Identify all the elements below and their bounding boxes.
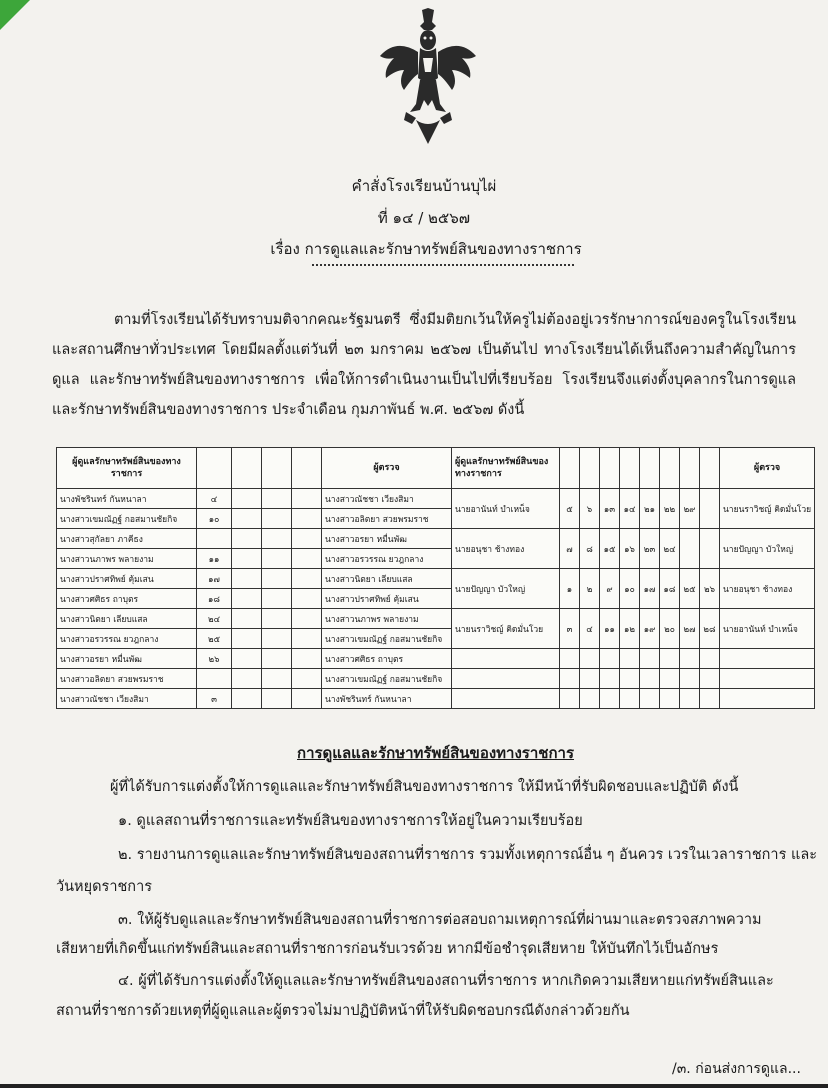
table-row [57, 609, 815, 629]
table-cell: ๒๕ [680, 569, 700, 609]
duty-item-4-cont: สถานที่ราชการด้วยเหตุที่ผู้ดูแลและผู้ตรวจไม่มาปฏิบัติหน้าที่ให้รับผิดชอบกรณีดังกล่าวด้วยกัน [56, 1003, 630, 1019]
duty-item-3: ๓. ให้ผู้รับดูแลและรักษาทรัพย์สินของสถานที่ราชการต่อสอบถามเหตุการณ์ที่ผ่านมาและตรวจสภาพความ [118, 912, 762, 928]
table-cell: นายอานันท์ บำเหน็จ [720, 609, 815, 649]
table-cell: นางสาวศศิธร ถาบุตร [57, 589, 197, 609]
table-cell: ๒๖ [197, 649, 232, 669]
table-cell: นางพัชรินทร์ กันหนาลา [57, 489, 197, 509]
table-cell: นายนราวิชญ์ คิดมั่นโวย [720, 489, 815, 529]
order-number: ที่ ๑๔ / ๒๕๖๗ [377, 209, 471, 227]
table-row [57, 569, 815, 589]
dotted-divider [312, 264, 574, 266]
table-cell: ๑๔ [620, 489, 640, 529]
table-cell: นางสาวณัชชา เวียงสิมา [57, 689, 197, 709]
table-cell: นางสาวณัชชา เวียงสิมา [322, 489, 452, 509]
header-inspector: ผู้ตรวจ [322, 448, 452, 489]
table-cell: ๒๓ [640, 529, 660, 569]
table-cell: นายอนุชา ช้างทอง [452, 529, 560, 569]
table-cell: ๒๒ [660, 489, 680, 529]
table-cell: นายนราวิชญ์ คิดมั่นโวย [452, 609, 560, 649]
table-cell: ๑๘ [197, 589, 232, 609]
table-cell: นางสาวปราศทิพย์ คุ้มเสน [322, 589, 452, 609]
table-cell: ๒๐ [660, 609, 680, 649]
duty-item-2: ๒. รายงานการดูแลและรักษาทรัพย์สินของสถานที่ราชการ รวมทั้งเหตุการณ์อื่น ๆ อันควร เวรในเวลาราชการ และ [118, 847, 817, 863]
table-cell: นางสาวนิตยา เลียบแสล [57, 609, 197, 629]
table-cell: ๒๗ [680, 609, 700, 649]
duty-item-2-cont: วันหยุดราชการ [56, 879, 153, 895]
table-cell: นางสาวอรยา หมื่นพัฒ [57, 649, 197, 669]
header-inspector-2: ผู้ตรวจ [720, 448, 815, 489]
table-cell: นางสาวนภาพร พลายงาม [57, 549, 197, 569]
table-cell: ๒๔ [197, 609, 232, 629]
duty-item-1: ๑. ดูแลสถานที่ราชการและทรัพย์สินของทางราชการให้อยู่ในความเรียบร้อย [118, 813, 583, 829]
table-cell: นายปัญญา บัวใหญ่ [720, 529, 815, 569]
table-cell [680, 529, 700, 569]
table-cell: นางพัชรินทร์ กันหนาลา [322, 689, 452, 709]
table-cell: นายอนุชา ช้างทอง [720, 569, 815, 609]
table-cell: นางสาวเขมณัฏฐ์ กอสมานชัยกิจ [322, 669, 452, 689]
table-cell: ๗ [560, 529, 580, 569]
table-cell: ๔ [580, 609, 600, 649]
table-cell: นางสาวปราศทิพย์ คุ้มเสน [57, 569, 197, 589]
table-cell: นายอานันท์ บำเหน็จ [452, 489, 560, 529]
table-cell: ๑๘ [660, 569, 680, 609]
table-cell: ๑๖ [620, 529, 640, 569]
table-cell [197, 529, 232, 549]
header-caretaker: ผู้ดูแลรักษาทรัพย์สินของทางราชการ [57, 448, 197, 489]
table-row [57, 489, 815, 509]
table-cell: ๒๔ [660, 529, 680, 569]
table-cell: ๑๕ [600, 529, 620, 569]
table-row [57, 649, 815, 669]
table-cell [700, 489, 720, 529]
page-continuation: /๓. ก่อนส่งการดูแล... [672, 1061, 801, 1077]
table-cell: นางสาวเขมณัฏฐ์ กอสมานชัยกิจ [57, 509, 197, 529]
table-cell: ๙ [600, 569, 620, 609]
table-cell: ๑๑ [197, 549, 232, 569]
table-cell: ๑๑ [600, 609, 620, 649]
duty-item-4: ๔. ผู้ที่ได้รับการแต่งตั้งให้ดูแลและรักษาทรัพย์สินของสถานที่ราชการ หากเกิดความเสียหายแก่ทรัพย์สินและ [118, 973, 774, 989]
duty-roster-table [56, 447, 815, 709]
table-cell: ๑๗ [640, 569, 660, 609]
duties-lead: ผู้ที่ได้รับการแต่งตั้งให้การดูแลและรักษาทรัพย์สินของทางราชการ ให้มีหน้าที่รับผิดชอบและปฏิบัติ ดังนี้ [110, 779, 739, 795]
table-cell: นางสาวอลิตยา สวยพรมราช [322, 509, 452, 529]
duties-title: การดูแลและรักษาทรัพย์สินของทางราชการ [297, 744, 575, 762]
order-title: คำสั่งโรงเรียนบ้านบุไผ่ [351, 177, 497, 195]
table-cell: ๒ [580, 569, 600, 609]
table-cell: นายปัญญา บัวใหญ่ [452, 569, 560, 609]
table-row [57, 669, 815, 689]
table-cell: นางสาวนิตยา เลียบแสล [322, 569, 452, 589]
table-cell [700, 529, 720, 569]
table-cell: นางสาวสุกัลยา ภาคีธง [57, 529, 197, 549]
garuda-emblem-icon [376, 8, 480, 148]
table-cell: ๘ [580, 529, 600, 569]
table-cell: นางสาวอรวรรณ ยวฎกลาง [322, 549, 452, 569]
table-cell: ๒๑ [640, 489, 660, 529]
table-cell: นางสาวเขมณัฏฐ์ กอสมานชัยกิจ [322, 629, 452, 649]
table-cell: นางสาวอรยา หมื่นพัฒ [322, 529, 452, 549]
table-row [57, 689, 815, 709]
table-cell: นางสาวนภาพร พลายงาม [322, 609, 452, 629]
table-cell: นางสาวศศิธร ถาบุตร [322, 649, 452, 669]
table-cell: ๑๓ [600, 489, 620, 529]
table-cell: ๑๒ [620, 609, 640, 649]
bottom-edge [0, 1084, 828, 1088]
intro-paragraph: ตามที่โรงเรียนได้รับทราบมติจากคณะรัฐมนตรี ซึ่งมีมติยกเว้นให้ครูไม่ต้องอยู่เวรรักษาการณ์ของครูในโรงเรียนและสถานศึกษาทั่วประเทศ โดยมีผลตั้งแต่วันที่ ๒๓ มกราคม ๒๕๖๗ เป็นต้นไป ทางโรงเรียนได้เห็นถึงความสำคัญในการดูแล และรักษาทรัพย์สินของทางราชการ เพื่อให้การดำเนินงานเป็นไปที่เรียบร้อย โรงเรียนจึงแต่งตั้งบุคลากรในการดูแลและรักษาทรัพย์สินของทางราชการ ประจำเดือน กุมภาพันธ์ พ.ศ. ๒๕๖๗ ดังนี้ [52, 312, 796, 418]
table-row [57, 529, 815, 549]
table-cell: ๖ [580, 489, 600, 529]
table-cell: นางสาวอลิตยา สวยพรมราช [57, 669, 197, 689]
table-cell [197, 669, 232, 689]
table-cell: ๒๙ [680, 489, 700, 529]
table-cell: ๓ [197, 689, 232, 709]
table-cell: นางสาวอรวรรณ ยวฎกลาง [57, 629, 197, 649]
header-caretaker-2: ผู้ดูแลรักษาทรัพย์สินของทางราชการ [452, 448, 560, 489]
table-header-row [57, 448, 815, 489]
table-cell: ๓ [560, 609, 580, 649]
table-cell: ๑๙ [640, 609, 660, 649]
table-cell: ๑๐ [620, 569, 640, 609]
table-cell: ๒๘ [700, 609, 720, 649]
table-cell: ๑๗ [197, 569, 232, 589]
table-cell: ๕ [560, 489, 580, 529]
order-subject: เรื่อง การดูแลและรักษาทรัพย์สินของทางราชการ [270, 240, 582, 258]
table-cell: ๔ [197, 489, 232, 509]
table-cell: ๒๖ [700, 569, 720, 609]
duty-item-3-cont: เสียหายที่เกิดขึ้นแก่ทรัพย์สินและสถานที่ราชการก่อนรับเวรด้วย หากมีข้อชำรุดเสียหาย ให้บันทึกไว้เป็นอักษร [56, 941, 719, 957]
table-cell: ๑ [560, 569, 580, 609]
table-cell: ๒๕ [197, 629, 232, 649]
corner-marker [0, 0, 30, 30]
table-cell: ๑๐ [197, 509, 232, 529]
